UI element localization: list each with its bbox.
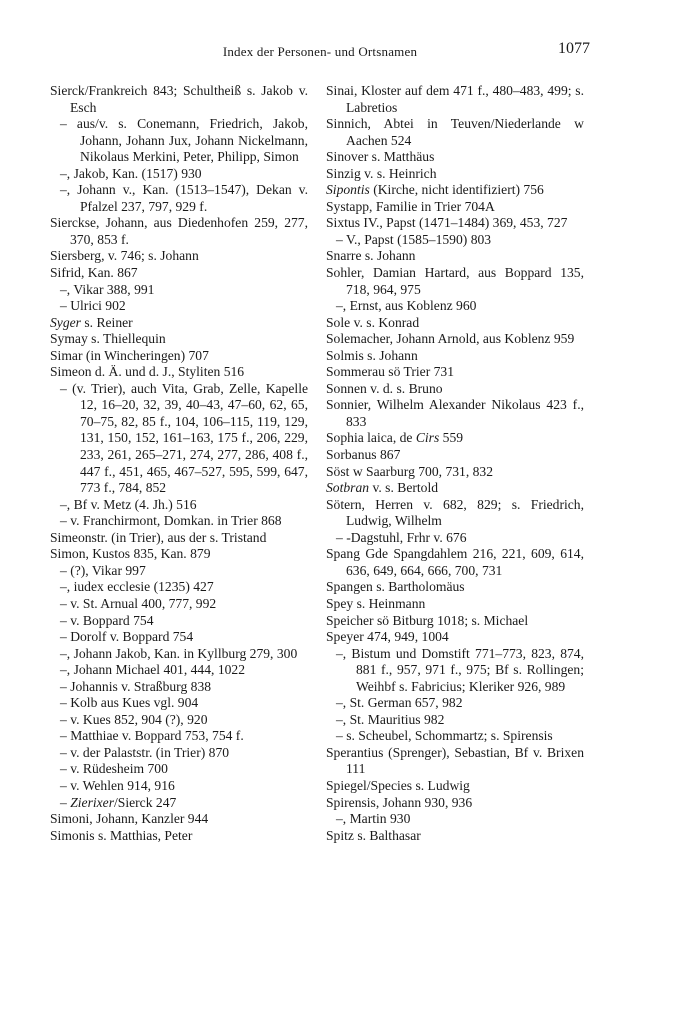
index-entry [326, 348, 584, 365]
entry-text: – v. Wehlen 914, 916 [60, 777, 175, 793]
entry-prefix: Sophia laica, de [326, 430, 416, 446]
index-entry [326, 728, 584, 745]
entry-text: – v. Rüdesheim 700 [60, 761, 168, 777]
index-entry [326, 530, 584, 547]
entry-text: Speicher sö Bitburg 1018; s. Michael [326, 612, 529, 628]
entry-text: –, Vikar 388, 991 [60, 281, 155, 297]
index-entry [326, 232, 584, 249]
index-entry [326, 182, 584, 199]
entry-italic-term: Sipontis [326, 182, 370, 198]
index-entry [326, 646, 584, 696]
index-entry [50, 182, 308, 215]
index-entry [326, 745, 584, 778]
entry-text: Solemacher, Johann Arnold, aus Koblenz 959 [326, 331, 575, 347]
index-entry [50, 579, 308, 596]
entry-text: Sommerau sö Trier 731 [326, 364, 455, 380]
running-title: Index der Personen- und Ortsnamen [222, 44, 418, 59]
entry-text: Sole v. s. Konrad [326, 314, 420, 330]
entry-text: – v. der Palaststr. (in Trier) 870 [60, 744, 230, 760]
entry-text: Simon, Kustos 835, Kan. 879 [50, 546, 211, 562]
index-entry [326, 795, 584, 812]
index-entry [50, 546, 308, 563]
index-entry [50, 778, 308, 795]
index-entry [326, 166, 584, 183]
entry-text: –, Martin 930 [336, 811, 411, 827]
entry-text: –, Bf v. Metz (4. Jh.) 516 [60, 496, 197, 512]
entry-text: –, Johann Michael 401, 444, 1022 [60, 662, 246, 678]
entry-text: –, St. Mauritius 982 [336, 711, 445, 727]
index-entry [50, 662, 308, 679]
entry-text: Simeonstr. (in Trier), aus der s. Tristand [50, 529, 267, 545]
index-entry [326, 546, 584, 579]
entry-text: – v. Kues 852, 904 (?), 920 [60, 711, 208, 727]
entry-text: – v. Franchirmont, Domkan. in Trier 868 [60, 513, 282, 529]
index-entry [326, 381, 584, 398]
entry-text: – v. St. Arnual 400, 777, 992 [60, 595, 217, 611]
entry-italic-term: Syger [50, 314, 81, 330]
index-entry [50, 712, 308, 729]
index-entry [326, 116, 584, 149]
entry-text: Speyer 474, 949, 1004 [326, 629, 449, 645]
index-entry [50, 745, 308, 762]
index-entry [50, 679, 308, 696]
entry-text: Solmis s. Johann [326, 347, 418, 363]
index-entry [50, 613, 308, 630]
index-entry [326, 613, 584, 630]
index-entry [50, 596, 308, 613]
entry-text: Spangen s. Bartholomäus [326, 579, 465, 595]
index-entry [50, 248, 308, 265]
entry-text: Systapp, Familie in Trier 704A [326, 198, 495, 214]
index-entry [326, 596, 584, 613]
entry-text: – s. Scheubel, Schommartz; s. Spirensis [336, 728, 553, 744]
entry-text: Sinnich, Abtei in Teuven/Niederlande w Aachen 524 [326, 116, 584, 148]
entry-text: Söst w Saarburg 700, 731, 832 [326, 463, 494, 479]
entry-text: Spiegel/Species s. Ludwig [326, 777, 470, 793]
entry-italic-term: Zierixer [70, 794, 114, 810]
index-entry [326, 811, 584, 828]
index-entry [326, 199, 584, 216]
entry-prefix: – [60, 794, 71, 810]
index-entry [326, 464, 584, 481]
index-entry [326, 480, 584, 497]
index-entry [50, 513, 308, 530]
index-entry [326, 579, 584, 596]
entry-text: – (v. Trier), auch Vita, Grab, Zelle, Kapelle 12, 16–20, 32, 39, 40–43, 47–60, 62, 65, 70–75, 82, 85 f., 104, 106–115, 119, 129, 131, 150, 152, 161–163, 175 f., 206, 229, 233, 261, 265–271, 274, 277, 286, 408 f., 447 f., 451, 465, 467–527, 595, 599, 647, 773 f., 784, 852 [60, 380, 308, 496]
index-entry [326, 695, 584, 712]
index-entry [326, 364, 584, 381]
index-entry [326, 629, 584, 646]
entry-text: Spitz s. Balthasar [326, 827, 421, 843]
entry-italic-term: Cirs [415, 430, 440, 446]
index-entry [326, 265, 584, 298]
entry-text: Sifrid, Kan. 867 [50, 265, 138, 281]
entry-text: – Johannis v. Straßburg 838 [60, 678, 212, 694]
entry-text: –, Johann v., Kan. (1513–1547), Dekan v. Pfalzel 237, 797, 929 f. [60, 182, 308, 214]
entry-text: – V., Papst (1585–1590) 803 [336, 231, 492, 247]
index-entry [326, 149, 584, 166]
entry-text: Sinover s. Matthäus [326, 149, 435, 165]
index-entry [50, 530, 308, 547]
entry-text: – aus/v. s. Conemann, Friedrich, Jakob, Johann, Johann Jux, Johann Nickelmann, Nikolaus Merkini, Peter, Philipp, Simon [60, 116, 308, 165]
index-entry [50, 331, 308, 348]
entry-text: Siersberg, v. 746; s. Johann [50, 248, 199, 264]
entry-italic-term: Sotbran [326, 480, 370, 496]
index-entry [50, 116, 308, 166]
index-entry [326, 397, 584, 430]
index-column-left [50, 83, 308, 844]
index-entry [326, 248, 584, 265]
entry-text: – (?), Vikar 997 [60, 562, 146, 578]
index-entry [326, 215, 584, 232]
index-entry [50, 381, 308, 497]
entry-text: – v. Boppard 754 [60, 612, 154, 628]
entry-text: Sierck/Frankreich 843; Schultheiß s. Jakob v. Esch [50, 83, 308, 115]
entry-text: – Matthiae v. Boppard 753, 754 f. [60, 728, 244, 744]
entry-text: 559 [439, 430, 464, 446]
index-entry [50, 629, 308, 646]
entry-text: –, St. German 657, 982 [336, 695, 463, 711]
entry-text: Spey s. Heinmann [326, 595, 426, 611]
index-entry [326, 298, 584, 315]
index-entry [50, 348, 308, 365]
index-entry [326, 828, 584, 845]
index-entry [50, 166, 308, 183]
entry-text: –, Bistum und Domstift 771–773, 823, 874, 881 f., 957, 971 f., 975; Bf s. Rollingen; Weihbf s. Fabricius; Kleriker 926, 989 [336, 645, 584, 694]
index-entry [326, 430, 584, 447]
index-entry [50, 315, 308, 332]
page-header [50, 40, 590, 64]
index-entry [50, 497, 308, 514]
entry-text: Sierckse, Johann, aus Diedenhofen 259, 277, 370, 853 f. [50, 215, 308, 247]
index-entry [50, 761, 308, 778]
index-entry [50, 795, 308, 812]
index-entry [326, 331, 584, 348]
index-entry [326, 315, 584, 332]
entry-text: Simeon d. Ä. und d. J., Styliten 516 [50, 364, 245, 380]
entry-text: (Kirche, nicht identifiziert) 756 [369, 182, 544, 198]
entry-text: Spang Gde Spangdahlem 216, 221, 609, 614, 636, 649, 664, 666, 700, 731 [326, 546, 584, 578]
index-entry [326, 83, 584, 116]
index-entry [50, 728, 308, 745]
index-entry [50, 828, 308, 845]
entry-text: Spirensis, Johann 930, 936 [326, 794, 473, 810]
entry-text: – Ulrici 902 [60, 298, 126, 314]
index-entry [50, 695, 308, 712]
entry-text: Sinzig v. s. Heinrich [326, 165, 437, 181]
index-entry [50, 563, 308, 580]
index-entry [326, 497, 584, 530]
entry-text: Sinai, Kloster auf dem 471 f., 480–483, 499; s. Labretios [326, 83, 584, 115]
entry-text: Sonnen v. d. s. Bruno [326, 380, 443, 396]
index-entry [50, 282, 308, 299]
index-entry [50, 265, 308, 282]
page-number: 1077 [558, 40, 590, 57]
entry-text: Simar (in Wincheringen) 707 [50, 347, 209, 363]
entry-text: Sperantius (Sprenger), Sebastian, Bf v. Brixen 111 [326, 744, 584, 777]
index-entry [326, 712, 584, 729]
index-entry [326, 447, 584, 464]
entry-text: s. Reiner [80, 314, 133, 330]
entry-text: Sötern, Herren v. 682, 829; s. Friedrich, Ludwig, Wilhelm [326, 496, 584, 529]
index-entry [50, 646, 308, 663]
entry-text: Symay s. Thiellequin [50, 331, 166, 347]
entry-text: – -Dagstuhl, Frhr v. 676 [336, 529, 467, 545]
entry-text: –, Ernst, aus Koblenz 960 [336, 298, 477, 314]
entry-text: –, Jakob, Kan. (1517) 930 [60, 165, 202, 181]
index-entry [50, 364, 308, 381]
entry-text: – Kolb aus Kues vgl. 904 [60, 695, 199, 711]
entry-text: Sorbanus 867 [326, 447, 401, 463]
entry-text: Simoni, Johann, Kanzler 944 [50, 811, 209, 827]
entry-text: –, Johann Jakob, Kan. in Kyllburg 279, 300 [60, 645, 298, 661]
entry-text: Sonnier, Wilhelm Alexander Nikolaus 423 f., 833 [326, 397, 584, 429]
index-entry [50, 298, 308, 315]
entry-text: v. s. Bertold [369, 480, 439, 496]
entry-text: – Dorolf v. Boppard 754 [60, 629, 194, 645]
entry-text: Sixtus IV., Papst (1471–1484) 369, 453, 727 [326, 215, 568, 231]
index-column-right [326, 83, 584, 844]
entry-text: Sohler, Damian Hartard, aus Boppard 135, 718, 964, 975 [326, 265, 584, 297]
index-entry [50, 215, 308, 248]
index-entry [50, 811, 308, 828]
entry-text: /Sierck 247 [114, 794, 177, 810]
entry-text: Snarre s. Johann [326, 248, 416, 264]
entry-text: Simonis s. Matthias, Peter [50, 827, 193, 843]
entry-text: –, iudex ecclesie (1235) 427 [60, 579, 214, 595]
index-entry [50, 83, 308, 116]
index-entry [326, 778, 584, 795]
